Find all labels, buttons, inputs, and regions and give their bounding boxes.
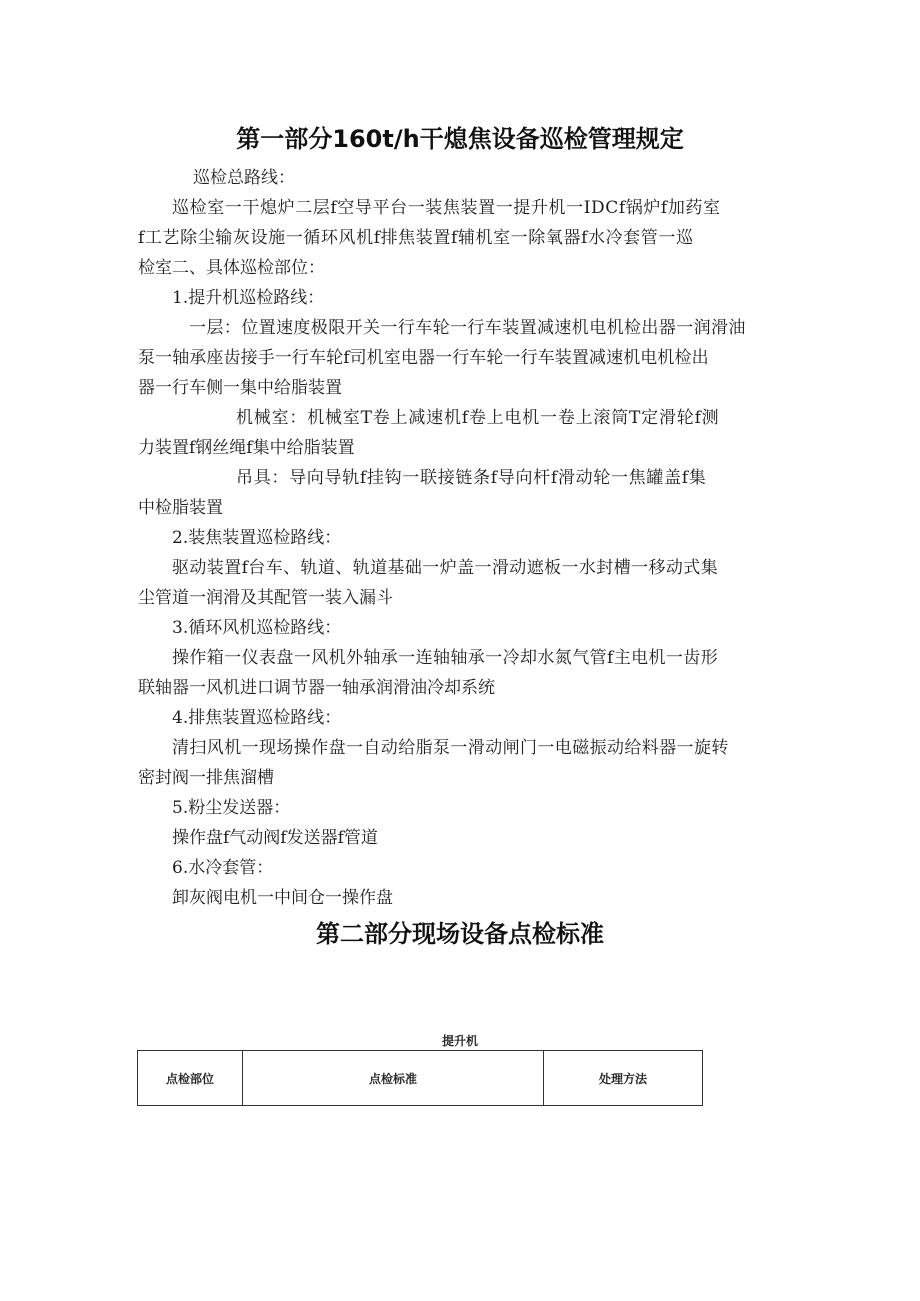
part2-title: 第二部分现场设备点检标准 [316,920,604,948]
section-6-line-1: 卸灰阀电机一中间仓一操作盘 [172,888,393,908]
route-overview-line-2: f工艺除尘输灰设施一循环风机f排焦装置f辅机室一除氧器f水冷套管一巡 [138,228,694,248]
section-4-line-1: 清扫风机一现场操作盘一自动给脂泵一滑动闸门一电磁振动给料器一旋转 [172,738,729,758]
table-header-row [138,1051,703,1106]
section-1-heading: 1.提升机巡检路线： [172,288,325,308]
section-3-line-2: 联轴器一风机进口调节器一轴承润滑油冷却系统 [138,678,495,698]
table-caption: 提升机 [441,1034,478,1048]
section-1-floor1-line-1: 一层：位置速度极限开关一行车轮一行车装置减速机电机检出器一润滑油 [189,318,746,338]
section-5-line-1: 操作盘f气动阀f发送器f管道 [172,828,378,848]
header-inspection-standard: 点检标准 [243,1051,544,1106]
section-5-heading: 5.粉尘发送器： [172,798,291,818]
route-overview-line-1: 巡检室一干熄炉二层f空导平台一装焦装置一提升机一IDCf锅炉f加药室 [172,198,721,218]
section-1-floor1-line-3: 器一行车侧一集中给脂装置 [138,378,342,398]
section-1-floor1-line-2: 泵一轴承座齿接手一行车轮f司机室电器一行车轮一行车装置减速机电机检出 [138,348,709,368]
header-handling-method: 处理方法 [544,1051,703,1106]
section-1-machine-room-line-2: 力装置f钢丝绳f集中给脂装置 [138,438,355,458]
section-2-heading: 2.装焦装置巡检路线： [172,528,342,548]
section-1-spreader-line-1: 吊具：导向导轨f挂钩一联接链条f导向杆f滑动轮一焦罐盖f集 [236,468,707,488]
section-1-spreader-line-2: 中检脂装置 [138,498,223,518]
section-3-heading: 3.循环风机巡检路线： [172,618,342,638]
section-4-heading: 4.排焦装置巡检路线： [172,708,342,728]
section-3-line-1: 操作箱一仪表盘一风机外轴承一连轴轴承一冷却水氮气管f主电机一齿形 [172,648,719,668]
section-4-line-2: 密封阀一排焦溜槽 [138,768,274,788]
section-2-line-1: 驱动装置f台车、轨道、轨道基础一炉盖一滑动遮板一水封槽一移动式集 [172,558,719,578]
route-overview-heading: 巡检总路线： [193,168,295,188]
header-inspection-location: 点检部位 [138,1051,243,1106]
inspection-standard-table [137,1050,703,1106]
route-overview-line-3: 检室二、具体巡检部位： [138,258,325,278]
section-2-line-2: 尘管道一润滑及其配管一装入漏斗 [138,588,393,608]
section-6-heading: 6.水冷套管： [172,858,274,878]
section-1-machine-room-line-1: 机械室：机械室T卷上减速机f卷上电机一卷上滚筒T定滑轮f测 [236,408,720,428]
part1-title: 第一部分160t/h干熄焦设备巡检管理规定 [236,125,684,153]
